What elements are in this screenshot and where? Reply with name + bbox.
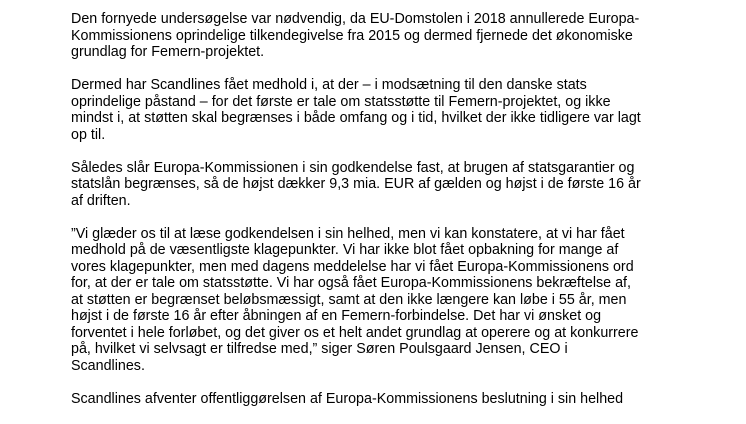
text-line: ”Vi glæder os til at læse godkendelsen i sin helhed, men vi kan konstatere, at vi har fået bbox=[71, 225, 625, 242]
text-line: mindst i, at støtten skal begrænses i både omfang og i tid, hvilket der ikke tidligere var lagt bbox=[71, 110, 641, 126]
document-body bbox=[71, 11, 671, 424]
text-line: Således slår Europa-Kommissionen i sin godkendelse fast, at brugen af statsgarantier og bbox=[71, 159, 635, 176]
text-line: Kommissionens oprindelige tilkendegivelse fra 2015 og dermed fjernede det økonomiske bbox=[71, 27, 633, 44]
text-line: på, hvilket vi selvsagt er tilfredse med,” siger Søren Poulsgaard Jensen, CEO i bbox=[71, 341, 568, 357]
paragraph-godkendelse bbox=[71, 160, 671, 210]
text-line: for, at der er tale om statsstøtte. Vi har også fået Europa-Kommissionens bekræftelse af, bbox=[71, 275, 631, 291]
paragraph-medhold bbox=[71, 77, 671, 143]
text-line: statslån begrænses, så de højst dækker 9,3 mia. EUR af gælden og højst i de første 16 år bbox=[71, 176, 641, 192]
text-line: op til. bbox=[71, 126, 106, 143]
text-line: at støtten er begrænset beløbsmæssigt, samt at den ikke længere kan løbe i 55 år, men bbox=[71, 291, 627, 308]
text-line: Dermed har Scandlines fået medhold i, at der – i modsætning til den danske stats bbox=[71, 77, 587, 93]
text-line: medhold på de væsentligste klagepunkter. Vi har ikke blot fået opbakning for mange af bbox=[71, 242, 619, 258]
text-line: forventet i hele forløbet, og det giver os et helt andet grundlag at operere og at konkurrere bbox=[71, 324, 639, 341]
text-line: højst i de første 16 år efter åbningen af en Femern-forbindelse. Det har vi ønsket og bbox=[71, 308, 602, 324]
paragraph-background bbox=[71, 11, 671, 61]
text-line: Scandlines. bbox=[71, 357, 145, 374]
paragraph-afventer bbox=[71, 391, 671, 408]
text-line: oprindelige påstand – for det første er tale om statsstøtte til Femern-projektet, og ikke bbox=[71, 93, 611, 110]
text-line: vores klagepunkter, men med dagens meddelelse har vi fået Europa-Kommissionens ord bbox=[71, 258, 634, 275]
text-line: af driften. bbox=[71, 192, 131, 209]
text-line: grundlag for Femern-projektet. bbox=[71, 44, 265, 60]
text-line: Scandlines afventer offentliggørelsen af Europa-Kommissionens beslutning i sin helhed bbox=[71, 390, 624, 407]
text-line: Den fornyede undersøgelse var nødvendig, da EU-Domstolen i 2018 annullerede Europa- bbox=[71, 11, 640, 27]
paragraph-quote bbox=[71, 226, 671, 375]
